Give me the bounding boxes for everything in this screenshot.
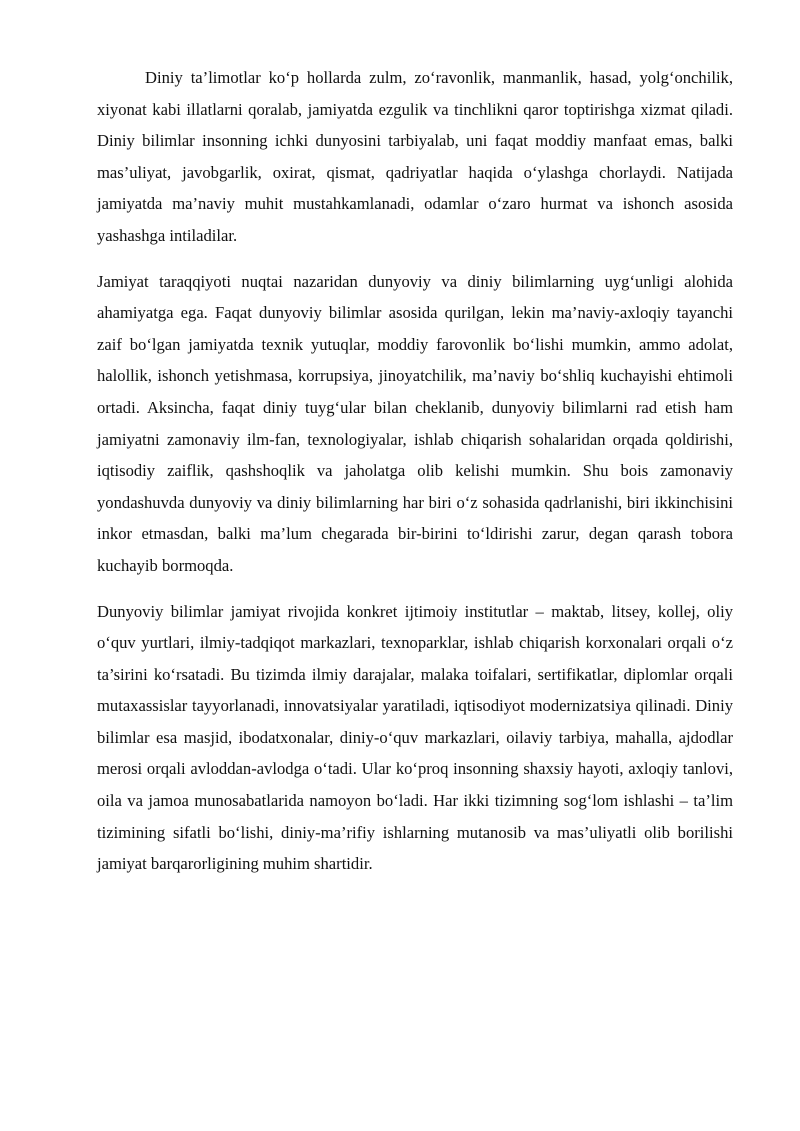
paragraph-1: Diniy ta’limotlar ko‘p hollarda zulm, zo‘ravonlik, manmanlik, hasad, yolg‘onchilik, xiyonat kabi illatlarni qoralab, jamiyatda ezgulik va tinchlikni qaror toptirishga xizmat qiladi. Diniy bilimlar insonning ichki dunyosini tarbiyalab, uni faqat moddiy manfaat emas, balki mas’uliyat, javobgarlik, oxirat, qismat, qadriyatlar haqida o‘ylashga chorlaydi. Natijada jamiyatda ma’naviy muhit mustahkamlanadi, odamlar o‘zaro hurmat va ishonch asosida yashashga intiladilar. [97, 68, 733, 245]
paragraph-3: Dunyoviy bilimlar jamiyat rivojida konkret ijtimoiy institutlar – maktab, litsey, kollej, oliy o‘quv yurtlari, ilmiy-tadqiqot markazlari, texnoparklar, ishlab chiqarish korxonalari orqali o‘z ta’sirini ko‘rsatadi. Bu tizimda ilmiy darajalar, malaka toifalari, sertifikatlar, diplomlar orqali mutaxassislar tayyorlanadi, innovatsiyalar yaratiladi, iqtisodiyot modernizatsiya qilinadi. Diniy bilimlar esa masjid, ibodatxonalar, diniy-o‘quv markazlari, oilaviy tarbiya, mahalla, ajdodlar merosi orqali avloddan-avlodga o‘tadi. Ular ko‘proq insonning shaxsiy hayoti, axloqiy tanlovi, oila va jamoa munosabatlarida namoyon bo‘ladi. Har ikki tizimning sog‘lom ishlashi – ta’lim tizimining sifatli bo‘lishi, diniy-ma’rifiy ishlarning mutanosib va mas’uliyatli olib borilishi jamiyat barqarorligining muhim shartidir. [97, 601, 733, 874]
document-body [97, 62, 733, 894]
paragraph-2: Jamiyat taraqqiyoti nuqtai nazaridan dunyoviy va diniy bilimlarning uyg‘unligi alohida ahamiyatga ega. Faqat dunyoviy bilimlar asosida qurilgan, lekin ma’naviy-axloqiy tayanchi zaif bo‘lgan jamiyatda texnik yutuqlar, moddiy farovonlik bo‘lishi mumkin, ammo adolat, halollik, ishonch yetishmasa, korrupsiya, jinoyatchilik, ma’naviy bo‘shliq kuchayishi ehtimoli ortadi. Aksincha, faqat diniy tuyg‘ular bilan cheklanib, dunyoviy bilimlarni rad etish ham jamiyatni zamonaviy ilm-fan, texnologiyalar, ishlab chiqarish sohalaridan orqada qoldirishi, iqtisodiy zaiflik, qashshoqlik va jaholatga olib kelishi mumkin. Shu bois zamonaviy yondashuvda dunyoviy va diniy bilimlarning har biri o‘z sohasida qadrlanishi, biri ikkinchisini inkor etmasdan, balki ma’lum chegarada bir-birini to‘ldirishi zarur, degan qarash tobora kuchayib bormoqda. [97, 271, 733, 575]
